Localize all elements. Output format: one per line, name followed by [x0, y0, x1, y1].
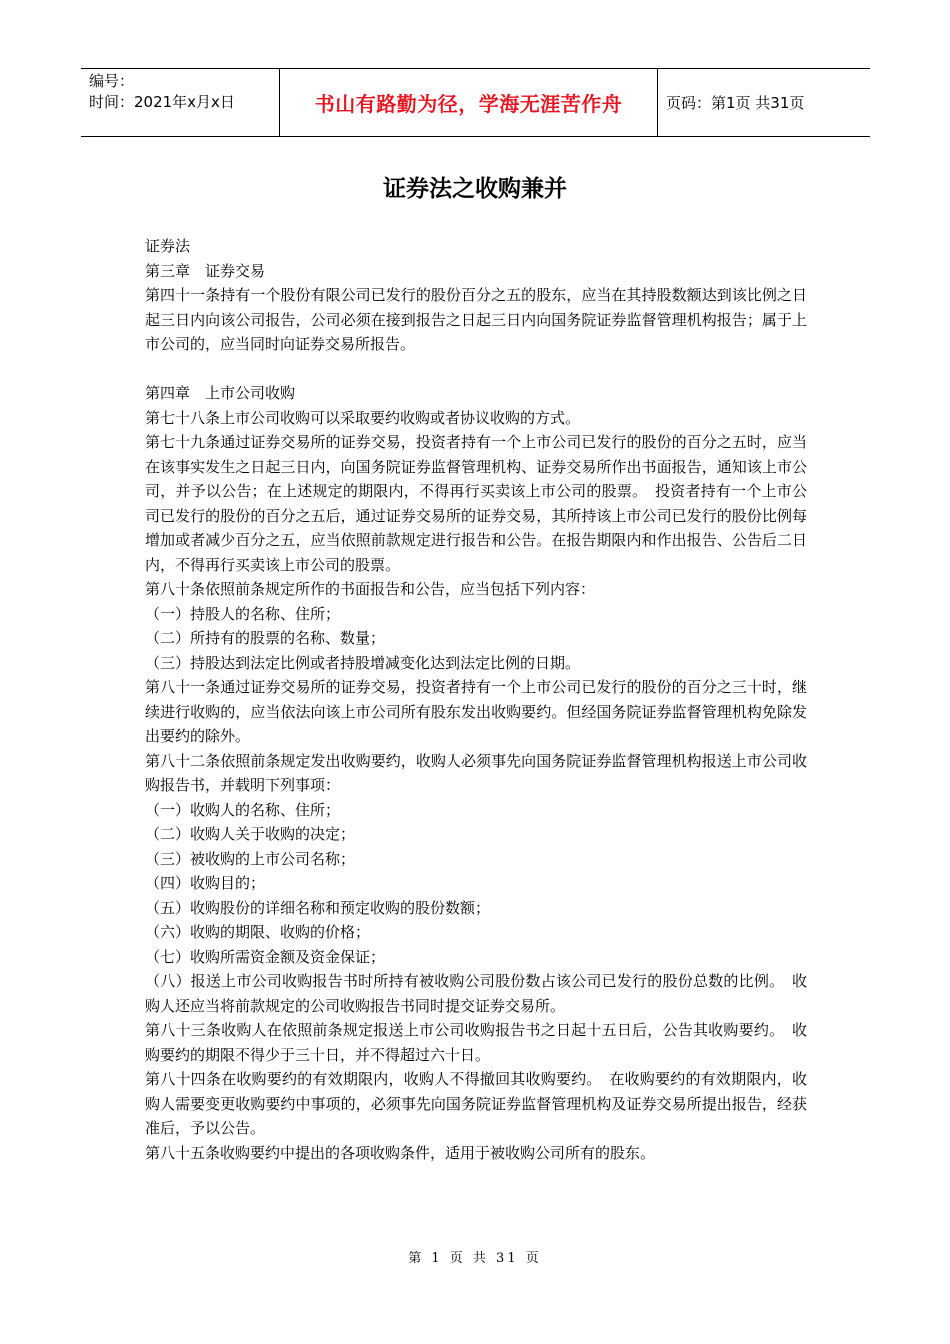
list-item: （八）报送上市公司收购报告书时所持有被收购公司股份数占该公司已发行的股份总数的比例。 收购人还应当将前款规定的公司收购报告书同时提交证券交易所。: [145, 972, 807, 1015]
paragraph: 第七十八条上市公司收购可以采取要约收购或者协议收购的方式。: [145, 408, 581, 427]
paragraph: 第三章 证券交易: [145, 261, 266, 280]
paragraph: 第八十三条收购人在依照前条规定报送上市公司收购报告书之日起十五日后，公告其收购要约。 收购要约的期限不得少于三十日，并不得超过六十日。: [145, 1021, 807, 1064]
paragraph: 第四十一条持有一个股份有限公司已发行的股份百分之五的股东，应当在其持股数额达到该比例之日起三日内向该公司报告，公司必须在接到报告之日起三日内向国务院证券监督管理机构报告；属于上市公司的，应当同时向证券交易所报告。: [145, 286, 807, 353]
page-header: [81, 68, 870, 137]
list-item: （一）收购人的名称、住所；: [145, 800, 341, 819]
list-item: （一）持股人的名称、住所；: [145, 604, 341, 623]
list-item: （七）收购所需资金额及资金保证；: [145, 947, 386, 966]
list-item: （三）持股达到法定比例或者持股增减变化达到法定比例的日期。: [145, 653, 581, 672]
list-item: （六）收购的期限、收购的价格；: [145, 923, 371, 941]
list-item: （三）被收购的上市公司名称；: [145, 849, 356, 868]
list-item: （二）所持有的股票的名称、数量；: [145, 629, 386, 647]
page-footer: 第 1 页 共 31 页: [408, 1251, 542, 1266]
paragraph: 第八十条依照前条规定所作的书面报告和公告，应当包括下列内容：: [145, 580, 596, 598]
header-motto: 书山有路勤为径，学海无涯苦作舟: [280, 69, 658, 136]
paragraph: 第八十一条通过证券交易所的证券交易，投资者持有一个上市公司已发行的股份的百分之三十时，继续进行收购的，应当依法向该上市公司所有股东发出收购要约。但经国务院证券监督管理机构免除发出要约的除外。: [145, 678, 807, 745]
paragraph: 证券法: [145, 237, 191, 255]
paragraph: 第八十五条收购要约中提出的各项收购条件，适用于被收购公司所有的股东。: [145, 1143, 656, 1162]
paragraph: 第八十二条依照前条规定发出收购要约，收购人必须事先向国务院证券监督管理机构报送上市公司收购报告书，并载明下列事项：: [145, 751, 807, 794]
paragraph: 第四章 上市公司收购: [145, 384, 296, 402]
list-item: （四）收购目的；: [145, 874, 266, 892]
time-label: 时间：2021年x月x日: [89, 93, 235, 111]
header-page-number: 页码：第1页 共31页: [666, 94, 805, 112]
document-title: 证券法之收购兼并: [383, 176, 567, 202]
header-meta: [81, 69, 280, 136]
number-label: 编号：: [89, 72, 135, 90]
list-item: （五）收购股份的详细名称和预定收购的股份数额；: [145, 898, 491, 917]
list-item: （二）收购人关于收购的决定；: [145, 825, 356, 843]
paragraph: 第八十四条在收购要约的有效期限内，收购人不得撤回其收购要约。 在收购要约的有效期限内，收购人需要变更收购要约中事项的，必须事先向国务院证券监督管理机构及证券交易所提出报告，经获准后，予以公告。: [145, 1070, 807, 1137]
document-body: [145, 234, 807, 1165]
paragraph: 第七十九条通过证券交易所的证券交易，投资者持有一个上市公司已发行的股份的百分之五时，应当在该事实发生之日起三日内，向国务院证券监督管理机构、证券交易所作出书面报告，通知该上市公司，并予以公告；在上述规定的期限内，不得再行买卖该上市公司的股票。 投资者持有一个上市公司已发行的股份的百分之五后，通过证券交易所的证券交易，其所持该上市公司已发行的股份比例每增加或者减少百分之五，应当依照前款规定进行报告和公告。在报告期限内和作出报告、公告后二日内，不得再行买卖该上市公司的股票。: [145, 433, 807, 574]
